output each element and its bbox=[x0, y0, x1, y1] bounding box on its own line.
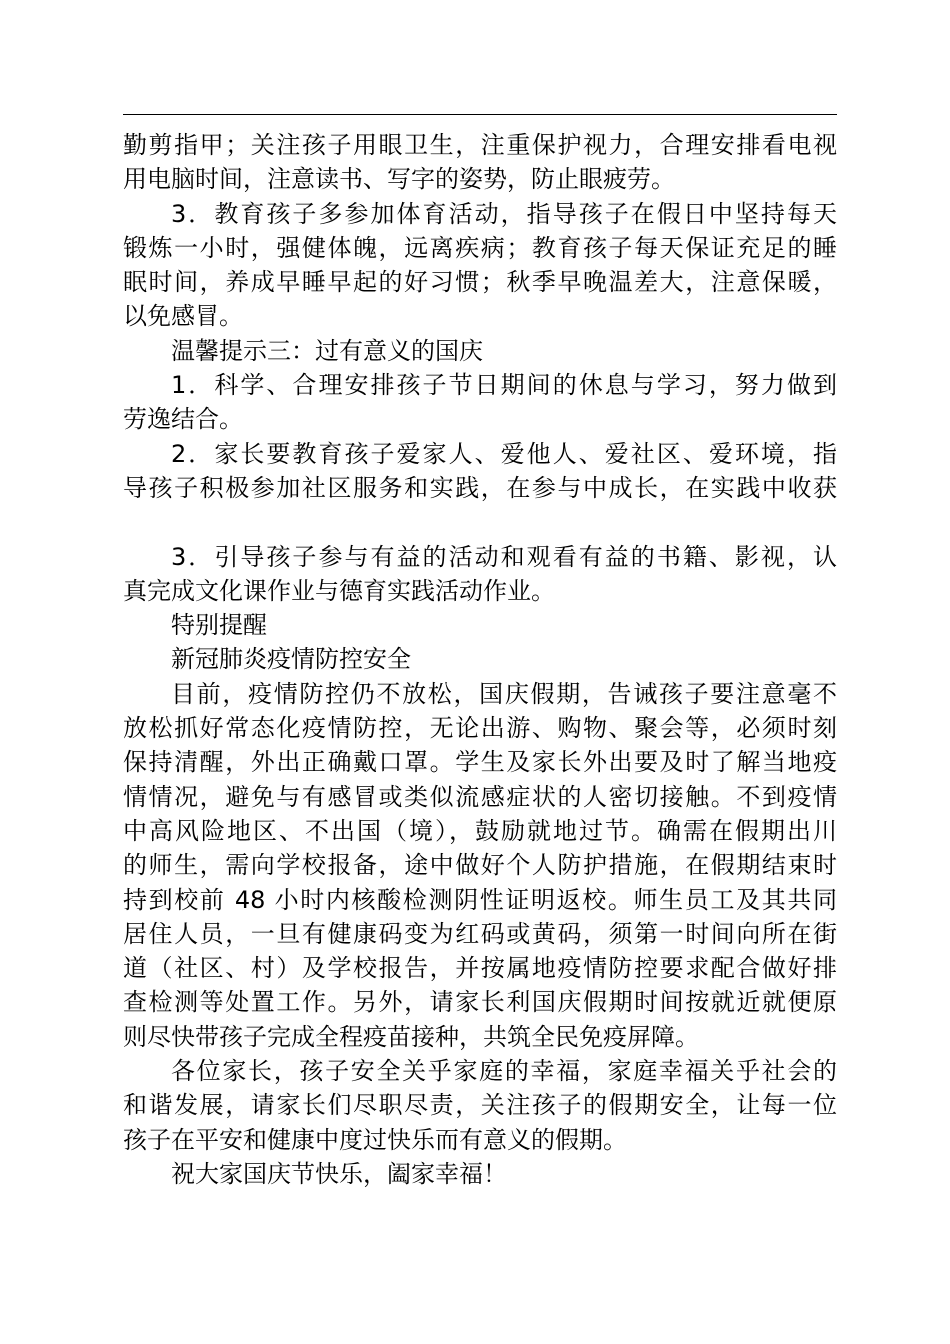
text-line: 眠时间，养成早睡早起的好习惯；秋季早晚温差大，注意保暖， bbox=[123, 268, 837, 297]
text-line: 劳逸结合。 bbox=[123, 405, 243, 434]
text-line: 持到校前 48 小时内核酸检测阴性证明返校。师生员工及其共同 bbox=[123, 885, 837, 914]
text-line: 情情况，避免与有感冒或类似流感症状的人密切接触。不到疫情 bbox=[123, 782, 837, 811]
text-line: 用电脑时间，注意读书、写字的姿势，防止眼疲劳。 bbox=[123, 165, 675, 194]
text-line: 导孩子积极参加社区服务和实践，在参与中成长，在实践中收获 bbox=[123, 473, 837, 502]
text-line: 保持清醒，外出正确戴口罩。学生及家长外出要及时了解当地疫 bbox=[123, 748, 837, 777]
text-line: 3．教育孩子多参加体育活动，指导孩子在假日中坚持每天 bbox=[171, 199, 837, 228]
section-heading: 特别提醒 bbox=[171, 611, 267, 640]
text-line: 真完成文化课作业与德育实践活动作业。 bbox=[123, 576, 555, 605]
text-line: 的师生，需向学校报备，途中做好个人防护措施，在假期结束时 bbox=[123, 851, 837, 880]
closing-line: 祝大家国庆节快乐，阖家幸福！ bbox=[171, 1159, 507, 1188]
text-line: 以免感冒。 bbox=[123, 302, 243, 331]
text-line: 居住人员，一旦有健康码变为红码或黄码，须第一时间向所在街 bbox=[123, 919, 837, 948]
text-line: 孩子在平安和健康中度过快乐而有意义的假期。 bbox=[123, 1125, 627, 1154]
blank-line bbox=[123, 505, 837, 539]
text-line: 勤剪指甲；关注孩子用眼卫生，注重保护视力，合理安排看电视 bbox=[123, 131, 837, 159]
text-line: 和谐发展，请家长们尽职尽责，关注孩子的假期安全，让每一位 bbox=[123, 1091, 837, 1120]
text-line: 道（社区、村）及学校报告，并按属地疫情防控要求配合做好排 bbox=[123, 954, 837, 983]
text-line: 放松抓好常态化疫情防控，无论出游、购物、聚会等，必须时刻 bbox=[123, 714, 837, 743]
text-line: 1．科学、合理安排孩子节日期间的休息与学习，努力做到 bbox=[171, 371, 837, 400]
header-rule bbox=[123, 114, 837, 115]
text-line: 中高风险地区、不出国（境），鼓励就地过节。确需在假期出川 bbox=[123, 816, 837, 845]
section-heading: 温馨提示三：过有意义的国庆 bbox=[171, 336, 483, 365]
text-line: 各位家长，孩子安全关乎家庭的幸福，家庭幸福关乎社会的 bbox=[171, 1057, 837, 1086]
text-line: 2．家长要教育孩子爱家人、爱他人、爱社区、爱环境，指 bbox=[171, 439, 837, 468]
text-line: 则尽快带孩子完成全程疫苗接种，共筑全民免疫屏障。 bbox=[123, 1022, 699, 1051]
text-line: 目前，疫情防控仍不放松，国庆假期，告诫孩子要注意毫不 bbox=[171, 679, 837, 708]
text-line: 锻炼一小时，强健体魄，远离疾病；教育孩子每天保证充足的睡 bbox=[123, 233, 837, 262]
document-body bbox=[123, 128, 837, 1191]
text-line: 3．引导孩子参与有益的活动和观看有益的书籍、影视，认 bbox=[171, 542, 837, 571]
text-line: 查检测等处置工作。另外，请家长利国庆假期时间按就近就便原 bbox=[123, 988, 837, 1017]
section-heading: 新冠肺炎疫情防控安全 bbox=[171, 645, 411, 674]
